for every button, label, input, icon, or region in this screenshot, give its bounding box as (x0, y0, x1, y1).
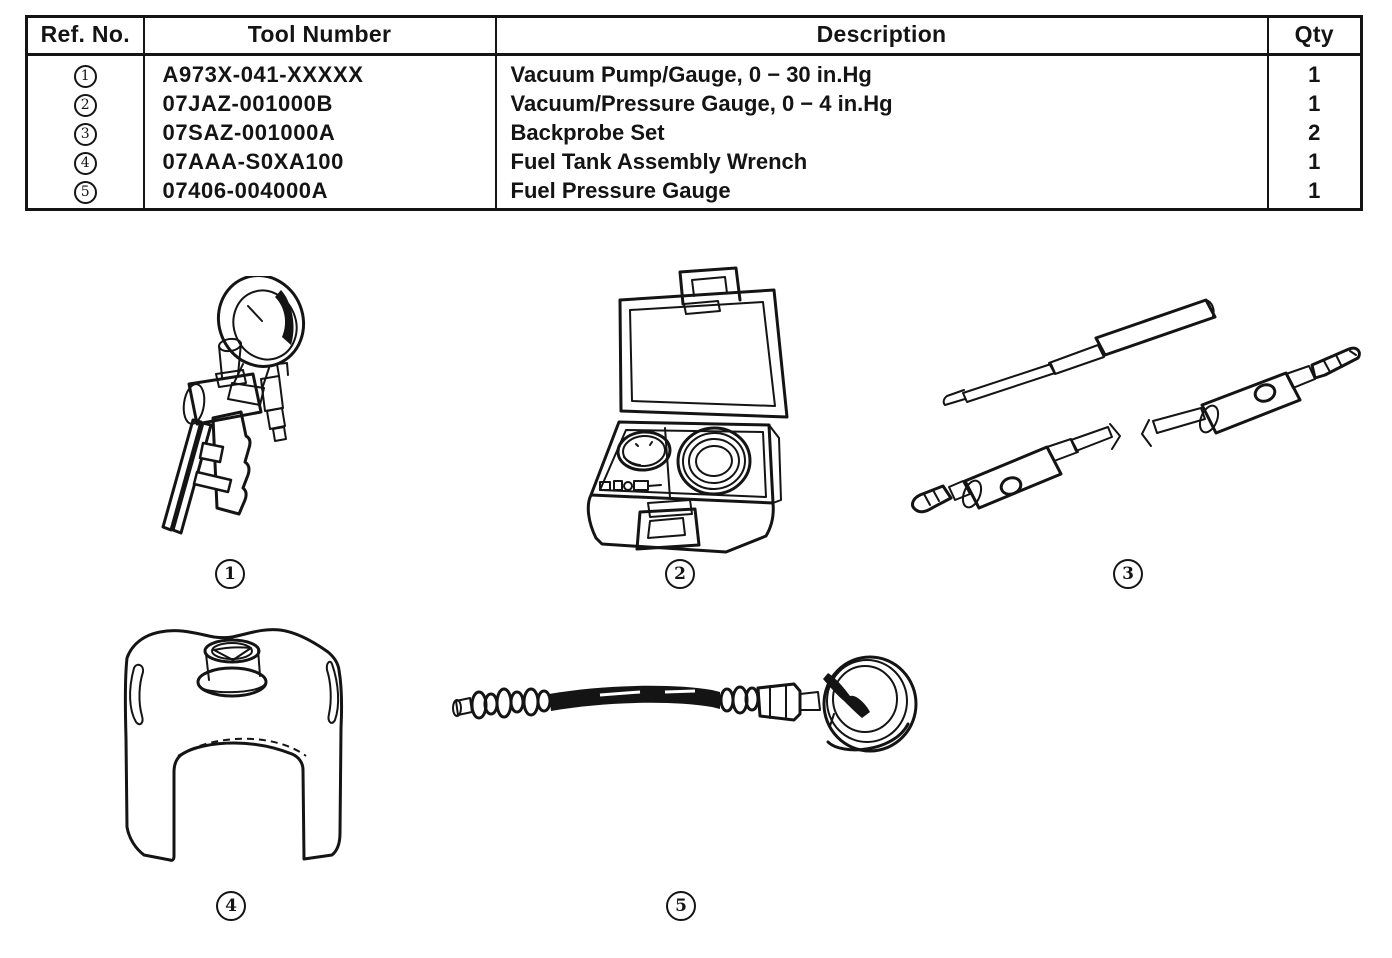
qty-cell: 1 (1268, 176, 1362, 210)
table-row (27, 176, 1362, 210)
qty-cell: 1 (1268, 89, 1362, 118)
qty-cell: 1 (1268, 55, 1362, 90)
ref-circle: 1 (74, 65, 97, 88)
table-row (27, 118, 1362, 147)
tool-number-cell: 07406-004000A (144, 176, 496, 210)
table-row (27, 89, 1362, 118)
description-cell: Vacuum/Pressure Gauge, 0 − 4 in.Hg (496, 89, 1268, 118)
description-cell: Vacuum Pump/Gauge, 0 − 30 in.Hg (496, 55, 1268, 90)
header-description: Description (496, 17, 1268, 55)
tool-number-cell: A973X-041-XXXXX (144, 55, 496, 90)
tool-number-cell: 07JAZ-001000B (144, 89, 496, 118)
header-tool-number: Tool Number (144, 17, 496, 55)
figure-label-1: 1 (215, 559, 245, 589)
table-header (27, 17, 1362, 55)
fuel-tank-assembly-wrench-illustration (110, 618, 378, 876)
figure-label-2: 2 (665, 559, 695, 589)
tool-number-cell: 07AAA-S0XA100 (144, 147, 496, 176)
description-cell: Fuel Pressure Gauge (496, 176, 1268, 210)
table-row (27, 147, 1362, 176)
ref-circle: 5 (74, 181, 97, 204)
vacuum-pump-gauge-illustration (133, 276, 363, 566)
figure-label-5: 5 (666, 891, 696, 921)
vacuum-pressure-gauge-kit-illustration (566, 260, 806, 560)
header-ref-no: Ref. No. (27, 17, 144, 55)
figure-label-4: 4 (216, 891, 246, 921)
ref-circle: 2 (74, 94, 97, 117)
ref-circle: 3 (74, 123, 97, 146)
table-body (27, 55, 1362, 210)
fuel-pressure-gauge-illustration (450, 650, 922, 768)
special-tools-table (25, 15, 1363, 211)
ref-circle: 4 (74, 152, 97, 175)
figure-label-3: 3 (1113, 559, 1143, 589)
qty-cell: 2 (1268, 118, 1362, 147)
description-cell: Fuel Tank Assembly Wrench (496, 147, 1268, 176)
tool-number-cell: 07SAZ-001000A (144, 118, 496, 147)
description-cell: Backprobe Set (496, 118, 1268, 147)
qty-cell: 1 (1268, 147, 1362, 176)
table-row (27, 55, 1362, 90)
header-qty: Qty (1268, 17, 1362, 55)
backprobe-set-illustration (903, 293, 1368, 541)
